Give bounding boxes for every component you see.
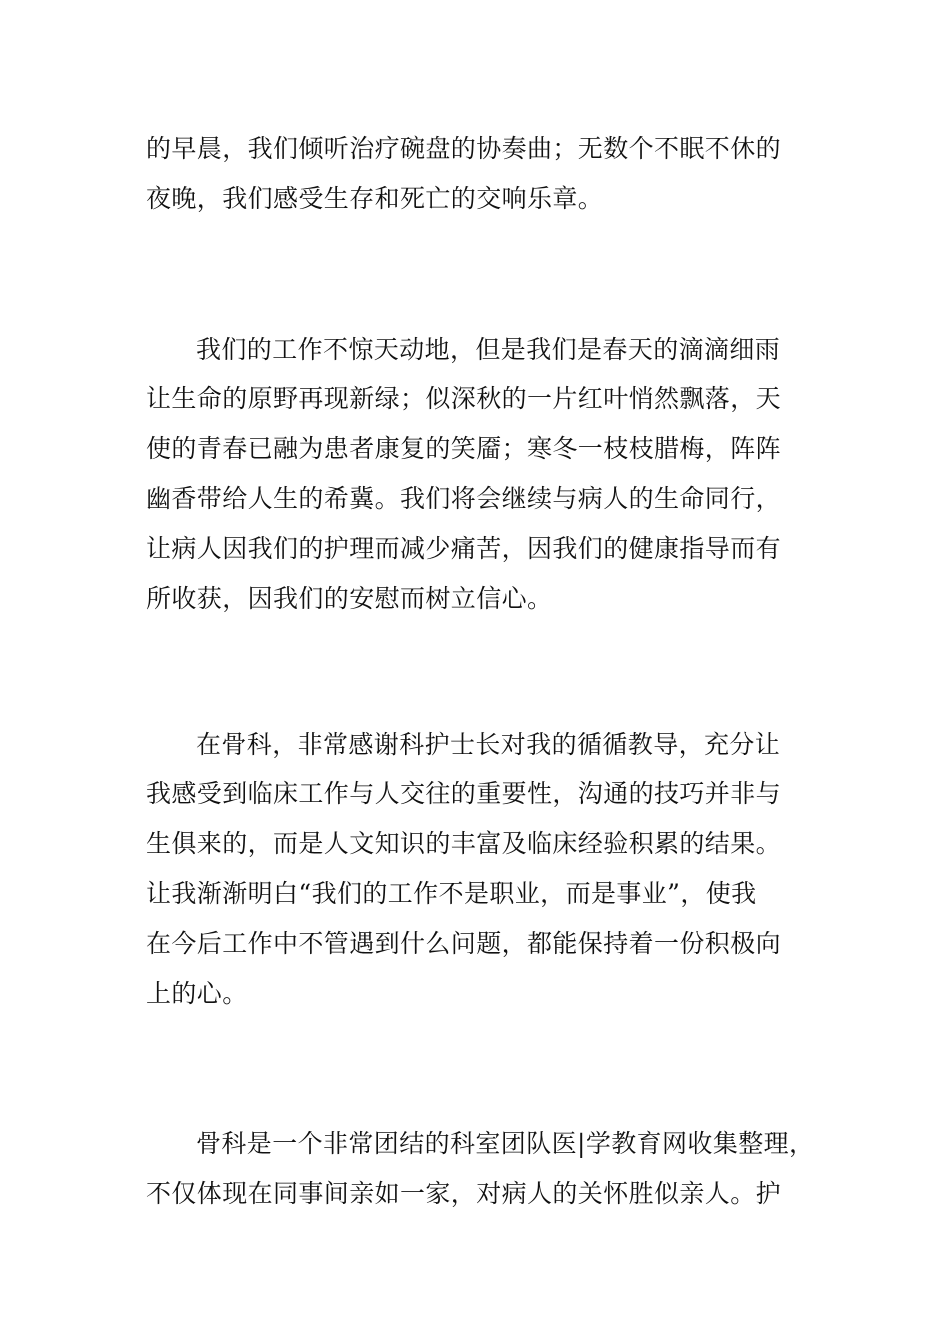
paragraph-line: 骨科是一个非常团结的科室团队医|学教育网收集整理， <box>196 1129 815 1158</box>
paragraph-line: 在骨科，非常感谢科护士长对我的循循教导，充分让 <box>196 730 781 759</box>
paragraph-line: 上的心。 <box>146 979 248 1008</box>
paragraph-line: 我们的工作不惊天动地，但是我们是春天的滴滴细雨 <box>196 335 781 364</box>
paragraph-line: 生俱来的，而是人文知识的丰富及临床经验积累的结果。 <box>146 829 782 858</box>
paragraph-line: 所收获，因我们的安慰而树立信心。 <box>146 584 553 613</box>
paragraph-line: 幽香带给人生的希冀。我们将会继续与病人的生命同行， <box>146 484 782 513</box>
paragraph-line: 让我渐渐明白“我们的工作不是职业，而是事业”，使我 <box>146 879 757 908</box>
paragraph-line: 夜晚，我们感受生存和死亡的交响乐章。 <box>146 184 604 213</box>
paragraph-line: 我感受到临床工作与人交往的重要性，沟通的技巧并非与 <box>146 779 782 808</box>
paragraph-line: 让生命的原野再现新绿；似深秋的一片红叶悄然飘落，天 <box>146 384 782 413</box>
paragraph-line: 不仅体现在同事间亲如一家，对病人的关怀胜似亲人。护 <box>146 1179 782 1208</box>
paragraph-line: 的早晨，我们倾听治疗碗盘的协奏曲；无数个不眠不休的 <box>146 134 782 163</box>
paragraph-line: 使的青春已融为患者康复的笑靥；寒冬一枝枝腊梅，阵阵 <box>146 434 782 463</box>
paragraph-line: 让病人因我们的护理而减少痛苦，因我们的健康指导而有 <box>146 534 782 563</box>
paragraph-line: 在今后工作中不管遇到什么问题，都能保持着一份积极向 <box>146 929 782 958</box>
